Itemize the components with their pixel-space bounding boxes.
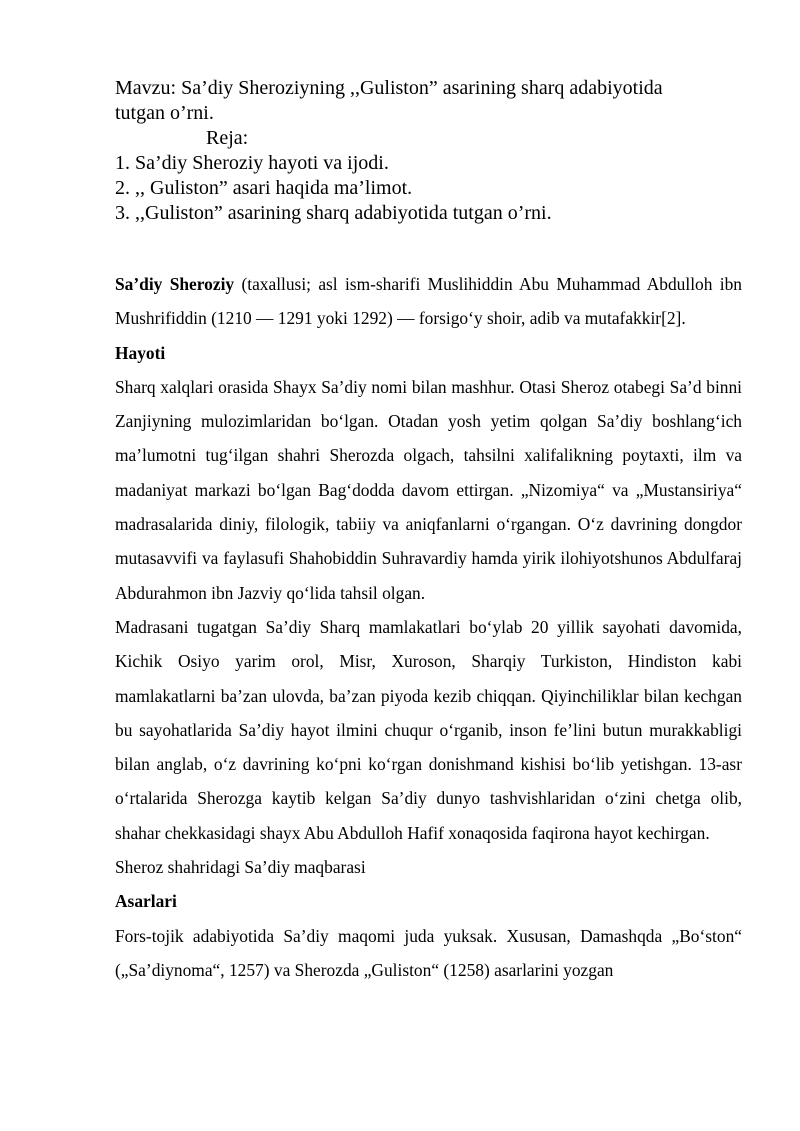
plan-item-3: 3. ,,Guliston” asarining sharq adabiyotida tutgan o’rni.: [115, 202, 552, 224]
topic-title-line-1: Mavzu: Sa’diy Sheroziyning ,,Guliston” asarining sharq adabiyotida: [115, 77, 663, 99]
intro-name: Sa’diy Sheroziy: [115, 274, 235, 294]
intro-text: (taxallusi; asl ism-sharifi Muslihiddin Abu Muhammad Abdulloh ibn Mushrifiddin (1210 — 1291 yoki 1292) — forsigo‘y shoir, adib va mutafakkir[2].: [115, 274, 742, 329]
section-heading-hayoti: Hayoti: [115, 342, 166, 363]
asarlari-paragraph-1: Fors-tojik adabiyotida Sa’diy maqomi juda yuksak. Xususan, Damashqda „Bo‘ston“ („Sa’diynoma“, 1257) va Sherozda „Guliston“ (1258) asarlarini yozgan: [115, 925, 742, 980]
document-body: [115, 267, 742, 987]
plan-item-2: 2. ,, Guliston” asari haqida ma’limot.: [115, 177, 413, 199]
plan-item-1: 1. Sa’diy Sheroziy hayoti va ijodi.: [115, 152, 389, 174]
hayoti-paragraph-1: Sharq xalqlari orasida Shayx Sa’diy nomi bilan mashhur. Otasi Sheroz otabegi Sa’d binni Zanjiyning mulozimlaridan bo‘lgan. Otadan yosh yetim qolgan Sa’diy boshlang‘ich ma’lumotni tug‘ilgan shahri Sherozda olgach, tahsilni xalifalikning poytaxti, ilm va madaniyat markazi bo‘lgan Bag‘dodda davom ettirgan. „Nizomiya“ va „Mustansiriya“ madrasalarida diniy, filologik, tabiiy va aniqfanlarni o‘rgangan. O‘z davrining dongdor mutasavvifi va faylasufi Shahobiddin Suhravardiy hamda yirik ilohiyotshunos Abdulfaraj Abdurahmon ibn Jazviy qo‘lida tahsil olgan.: [115, 376, 742, 603]
plan-label: Reja:: [206, 127, 249, 149]
document-header: [115, 76, 755, 226]
image-caption: Sheroz shahridagi Sa’diy maqbarasi: [115, 857, 366, 878]
intro-paragraph: [115, 267, 742, 336]
section-heading-asarlari: Asarlari: [115, 891, 177, 912]
topic-title-line-2: tutgan o’rni.: [115, 102, 214, 124]
hayoti-paragraph-2: Madrasani tugatgan Sa’diy Sharq mamlakatlari bo‘ylab 20 yillik sayohati davomida, Kichik Osiyo yarim orol, Misr, Xuroson, Sharqiy Turkiston, Hindiston kabi mamlakatlarni ba’zan ulovda, ba’zan piyoda kezib chiqqan. Qiyinchiliklar bilan kechgan bu sayohatlarida Sa’diy hayot ilmini chuqur o‘rganib, inson fe’lini butun murakkabligi bilan anglab, o‘z davrining ko‘pni ko‘rgan donishmand kishisi bo‘lib yetishgan. 13-asr o‘rtalarida Sherozga kaytib kelgan Sa’diy dunyo tashvishlaridan o‘zini chetga olib, shahar chekkasidagi shayx Abu Abdulloh Hafif xonaqosida faqirona hayot kechirgan.: [115, 616, 742, 843]
